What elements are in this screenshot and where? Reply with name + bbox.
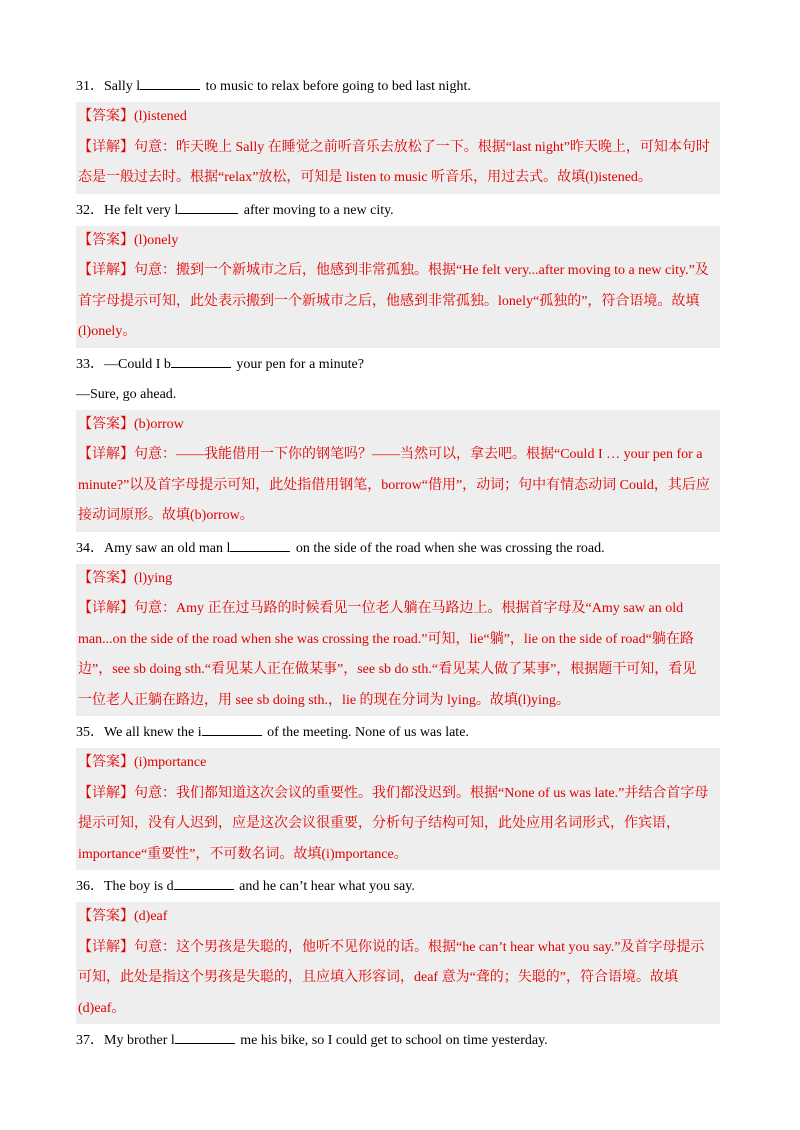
explain-line: 句意：——我能借用一下你的钢笔吗？——当然可以，拿去吧。根据“Could I … your pen for a [134, 447, 703, 462]
answer-box-34 [76, 564, 720, 717]
explain-line: 句意：这个男孩是失聪的，他听不见你说的话。根据“he can’t hear what you say.”及首字母提示 [134, 939, 705, 955]
answer-text: (l)istened [134, 109, 187, 124]
explain-line: 句意：搬到一个新城市之后，他感到非常孤独。根据“He felt very...after moving to a new city.”及 [134, 263, 709, 278]
question-text-pre: My brother l [104, 1033, 175, 1048]
question-text-pre: We all knew the i [104, 725, 202, 740]
question-number: 31． [76, 79, 104, 94]
question-text-post: your pen for a minute? [232, 356, 364, 372]
explain-line: 边”，see sb doing sth.“看见某人正在做某事”，see sb do sth.“看见某人做了某事”，根据题干可知，看见 [78, 662, 697, 677]
answer-text: (l)ying [134, 570, 173, 586]
explain-tag: 【详解】 [78, 139, 134, 155]
question-text-post: me his bike, so I could get to school on time yesterday. [236, 1033, 548, 1048]
explain-line: (l)onely。 [78, 324, 137, 339]
explain-tag: 【详解】 [78, 939, 134, 955]
question-33 [76, 350, 720, 380]
question-number: 35． [76, 725, 104, 740]
answer-tag: 【答案】 [78, 232, 134, 248]
reply-text: —Sure, go ahead. [76, 386, 177, 402]
explain-line: minute?”以及首字母提示可知，此处指借用钢笔，borrow“借用”，动词；句中有情态动词 Could，其后应 [78, 477, 710, 493]
answer-tag: 【答案】 [78, 570, 134, 586]
question-34 [76, 534, 720, 564]
question-text-pre: Sally l [104, 79, 141, 94]
answer-text: (l)onely [134, 232, 179, 248]
question-text-pre: —Could I b [104, 356, 171, 372]
question-32 [76, 196, 720, 226]
explain-line: 首字母提示可知，此处表示搬到一个新城市之后，他感到非常孤独。lonely“孤独的”，符合语境。故填 [78, 293, 700, 309]
explain-line: 可知，此处是指这个男孩是失聪的，且应填入形容词，deaf 意为“聋的；失聪的”，符合语境。故填 [78, 970, 679, 985]
question-text-post: on the side of the road when she was crossing the road. [292, 540, 605, 556]
question-36 [76, 872, 720, 902]
explain-line: 提示可知，没有人迟到，应是这次会议很重要，分析句子结构可知，此处应用名词形式，作宾语， [78, 816, 680, 831]
question-37 [76, 1026, 720, 1056]
answer-tag: 【答案】 [78, 909, 134, 924]
explain-line: 句意：Amy 正在过马路的时候看见一位老人躺在马路边上。根据首字母及“Amy saw an old [134, 601, 684, 616]
question-text-post: and he can’t hear what you say. [235, 879, 415, 894]
question-number: 32． [76, 202, 104, 218]
answer-blank [230, 537, 290, 552]
answer-text: (d)eaf [134, 909, 168, 924]
answer-tag: 【答案】 [78, 109, 134, 124]
explain-line: 句意：昨天晚上 Sally 在睡觉之前听音乐去放松了一下。根据“last night”昨天晚上，可知本句时 [134, 139, 710, 155]
answer-blank [140, 75, 200, 90]
answer-tag: 【答案】 [78, 755, 134, 770]
explain-line: 态是一般过去时。根据“relax”放松，可知是 listen to music 听音乐，用过去式。故填(l)istened。 [78, 170, 652, 185]
explain-tag: 【详解】 [78, 601, 134, 616]
question-text-post: of the meeting. None of us was late. [263, 725, 469, 740]
answer-tag: 【答案】 [78, 416, 134, 432]
answer-blank [174, 875, 234, 890]
answer-blank [175, 1029, 235, 1044]
explain-line: (d)eaf。 [78, 1000, 126, 1016]
answer-blank [202, 721, 262, 736]
question-number: 36． [76, 879, 104, 894]
answer-box-31 [76, 102, 720, 194]
answer-blank [171, 353, 231, 368]
question-text-pre: Amy saw an old man l [104, 540, 231, 556]
question-text-pre: He felt very l [104, 202, 179, 218]
question-31 [76, 72, 720, 102]
question-number: 33． [76, 356, 104, 372]
question-33-reply [76, 380, 720, 410]
answer-blank [178, 199, 238, 214]
question-text-pre: The boy is d [104, 879, 174, 894]
explain-line: 句意：我们都知道这次会议的重要性。我们都没迟到。根据“None of us was late.”并结合首字母 [134, 785, 709, 801]
answer-box-33 [76, 410, 720, 532]
answer-box-32 [76, 226, 720, 348]
answer-text: (b)orrow [134, 416, 184, 432]
explain-tag: 【详解】 [78, 447, 134, 462]
question-text-post: to music to relax before going to bed last night. [202, 79, 471, 94]
explain-tag: 【详解】 [78, 263, 134, 278]
question-text-post: after moving to a new city. [240, 202, 394, 218]
answer-box-36 [76, 902, 720, 1024]
explain-line: 接动词原形。故填(b)orrow。 [78, 508, 254, 523]
answer-text: (i)mportance [134, 755, 207, 770]
answer-box-35 [76, 748, 720, 870]
explain-tag: 【详解】 [78, 785, 134, 801]
question-number: 37． [76, 1033, 104, 1048]
question-number: 34． [76, 540, 104, 556]
question-35 [76, 718, 720, 748]
explain-line: importance“重要性”，不可数名词。故填(i)mportance。 [78, 846, 408, 862]
explain-line: 一位老人正躺在路边，用 see sb doing sth.，lie 的现在分词为 lying。故填(l)ying。 [78, 692, 570, 708]
explain-line: man...on the side of the road when she was crossing the road.”可知，lie“躺”，lie on the side of road“躺在路 [78, 631, 694, 647]
